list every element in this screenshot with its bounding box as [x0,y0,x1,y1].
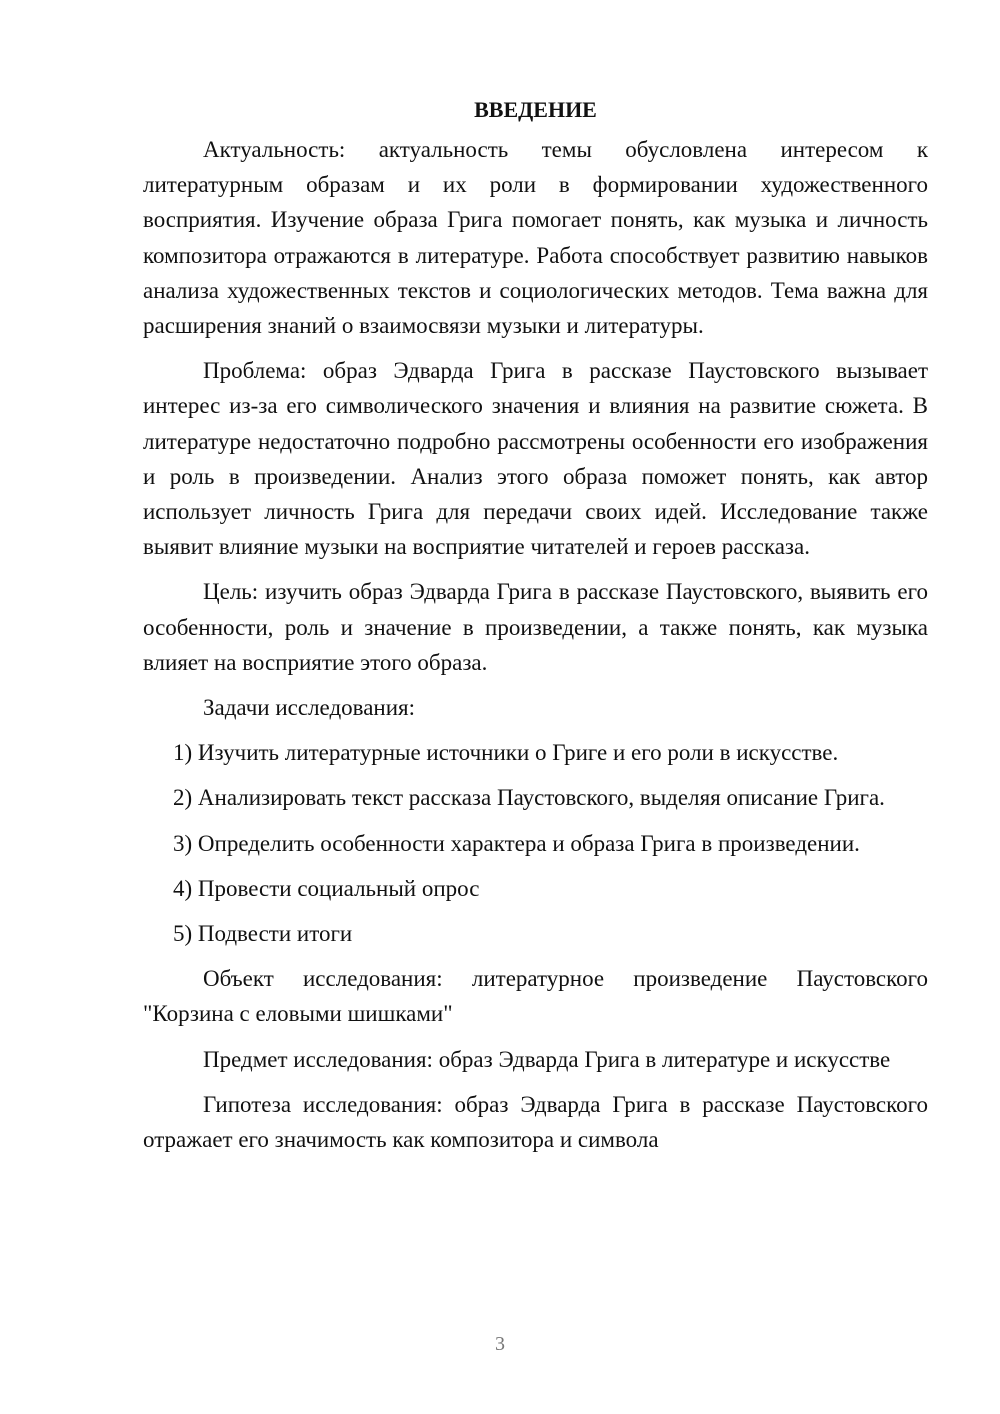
paragraph-hypothesis: Гипотеза исследования: образ Эдварда Грига в рассказе Паустовского отражает его значимость как композитора и символа [143,1091,928,1153]
task-item-1: 1) Изучить литературные источники о Григе и его роли в искусстве. [173,740,839,766]
page-number: 3 [495,1333,505,1355]
task-item-4: 4) Провести социальный опрос [173,875,480,901]
document-page [143,92,928,1167]
task-item-2: 2) Анализировать текст рассказа Паустовского, выделяя описание Грига. [173,785,885,811]
task-item-5: 5) Подвести итоги [173,921,353,947]
paragraph-relevance: Актуальность: актуальность темы обусловлена интересом к литературным образам и их роли в формировании художественного восприятия. Изучение образа Грига помогает понять, как музыка и личность композитора отражаются в литературе. Работа способствует развитию навыков анализа художественных текстов и социологических методов. Тема важна для расширения знаний о взаимосвязи музыки и литературы. [143,137,928,339]
paragraph-goal: Цель: изучить образ Эдварда Грига в рассказе Паустовского, выявить его особенности, роль и значение в произведении, а также понять, как музыка влияет на восприятие этого образа. [143,579,928,675]
section-heading: ВВЕДЕНИЕ [474,97,597,122]
task-item-3: 3) Определить особенности характера и образа Грига в произведении. [173,830,860,856]
paragraph-object: Объект исследования: литературное произведение Паустовского "Корзина с еловыми шишками" [143,966,928,1027]
paragraph-tasks-heading: Задачи исследования: [203,695,416,721]
paragraph-problem: Проблема: образ Эдварда Грига в рассказе Паустовского вызывает интерес из-за его символического значения и влияния на развитие сюжета. В литературе недостаточно подробно рассмотрены особенности его изображения и роль в произведении. Анализ этого образа поможет понять, как автор использует личность Грига для передачи своих идей. Исследование также выявит влияние музыки на восприятие читателей и героев рассказа. [143,358,928,560]
paragraph-subject: Предмет исследования: образ Эдварда Грига в литературе и искусстве [203,1046,891,1072]
